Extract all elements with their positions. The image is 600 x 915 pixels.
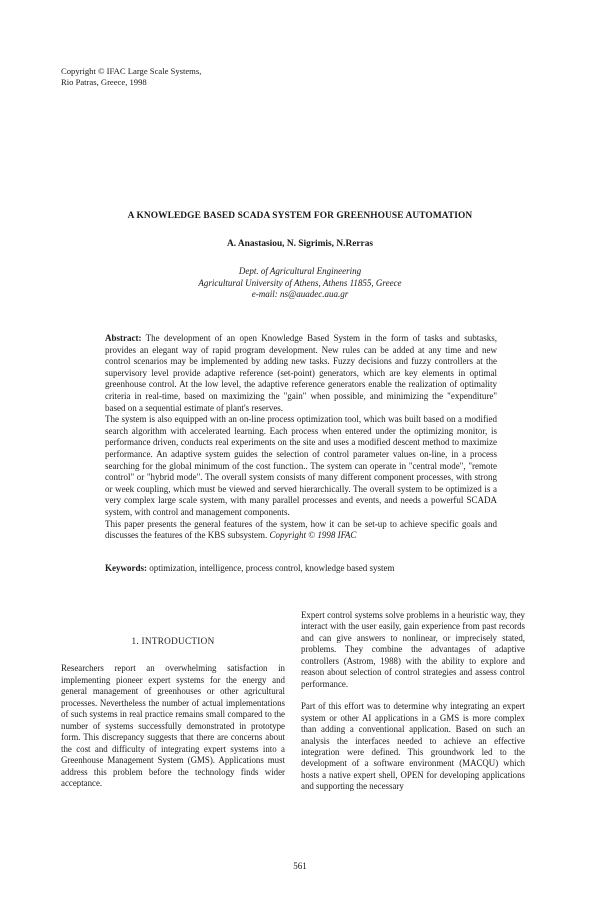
left-column bbox=[61, 636, 285, 789]
paper-title: A KNOWLEDGE BASED SCADA SYSTEM FOR GREENHOUSE AUTOMATION bbox=[127, 211, 473, 221]
keywords-label: Keywords: bbox=[105, 563, 147, 573]
abstract bbox=[105, 333, 497, 542]
copyright-header bbox=[61, 66, 201, 88]
intro-right-paragraph-1: Expert control systems solve problems in a heuristic way, they interact with the user easily, gain experience from past records and can give answers to nonlinear, or imprecisely stated, problems. They combine the advantages of adaptive controllers (Astrom, 1988) with the ability to explore and reason about selection of control strategies and assess control performance. bbox=[301, 610, 525, 689]
paper-authors: A. Anastasiou, N. Sigrimis, N.Rerras bbox=[226, 239, 374, 249]
copyright-line-1: Copyright © IFAC Large Scale Systems, bbox=[61, 66, 202, 76]
page-number: 561 bbox=[293, 861, 307, 871]
intro-heading: 1. INTRODUCTION bbox=[131, 636, 215, 646]
copyright-line-2: Rio Patras, Greece, 1998 bbox=[61, 77, 147, 87]
abstract-copyright: Copyright © 1998 IFAC bbox=[269, 530, 357, 541]
affiliation-email: e-mail: ns@auadec.aua.gr bbox=[251, 289, 349, 299]
right-column bbox=[301, 610, 525, 793]
affiliation-department: Dept. of Agricultural Engineering bbox=[238, 266, 362, 276]
intro-right-paragraph-2: Part of this effort was to determine why integrating an expert system or other AI applications in a GMS is more complex than adding a conventional application. Based on such an analysis the interfaces needed to achieve an effective integration were defined. This groundwork led to the development of a software environment (MACQU) which hosts a native expert shell, OPEN for developing applications and supporting the necessary bbox=[301, 701, 525, 792]
abstract-label: Abstract: bbox=[105, 333, 142, 343]
keywords bbox=[105, 563, 497, 573]
abstract-text-1: The development of an open Knowledge Based System in the form of tasks and subtasks, provides an elegant way of rapid program development. New rules can be added at any time and new control scenarios may be implemented by adding new tasks. Fuzzy decisions and fuzzy controllers at the supervisory level provide adaptive reference (set-point) generators, which are key elements in optimal greenhouse control. At the low level, the adaptive reference generators enable the realization of optimality criteria in real-time, based on maximizing the "gain" when possible, and minimizing the "expenditure" based on a sequential estimate of plant's reserves. bbox=[105, 333, 497, 413]
affiliation bbox=[0, 266, 600, 301]
abstract-para-1 bbox=[105, 333, 497, 414]
affiliation-university: Agricultural University of Athens, Athens 11855, Greece bbox=[198, 277, 402, 288]
intro-left-paragraph: Researchers report an overwhelming satisfaction in implementing pioneer expert systems for the energy and general management of greenhouses or other agricultural processes. Nevertheless the number of actual implementations of such systems in real practice remains small compared to the number of systems successfully demonstrated in prototype form. This discrepancy suggests that there are concerns about the cost and difficulty of integrating expert systems into a Greenhouse Management System (GMS). Applications must address this problem before the technology finds wider acceptance. bbox=[61, 663, 285, 788]
abstract-para-3 bbox=[105, 519, 497, 542]
keywords-text: optimization, intelligence, process control, knowledge based system bbox=[149, 563, 395, 573]
abstract-para-2: The system is also equipped with an on-line process optimization tool, which was built based on a modified search algorithm with accelerated learning. Each process when entered under the optimizing monitor, is performance driven, conducts real experiments on the site and uses a modified descent method to maximize performance. An adaptive system guides the selection of control parameter values on-line, in a process searching for the global minimum of the cost function.. The system can operate in "central mode", "remote control" or "hybrid mode". The overall system consists of many different component processes, with strong or week coupling, which must be viewed and served hierarchically. The overall system to be optimized is a very complex large scale system, with many parallel processes and events, and needs a powerful SCADA system, with control and management components. bbox=[105, 414, 497, 517]
abstract-text-3: This paper presents the general features of the system, how it can be set-up to achieve specific goals and discusses the features of the KBS subsystem. bbox=[105, 518, 497, 541]
